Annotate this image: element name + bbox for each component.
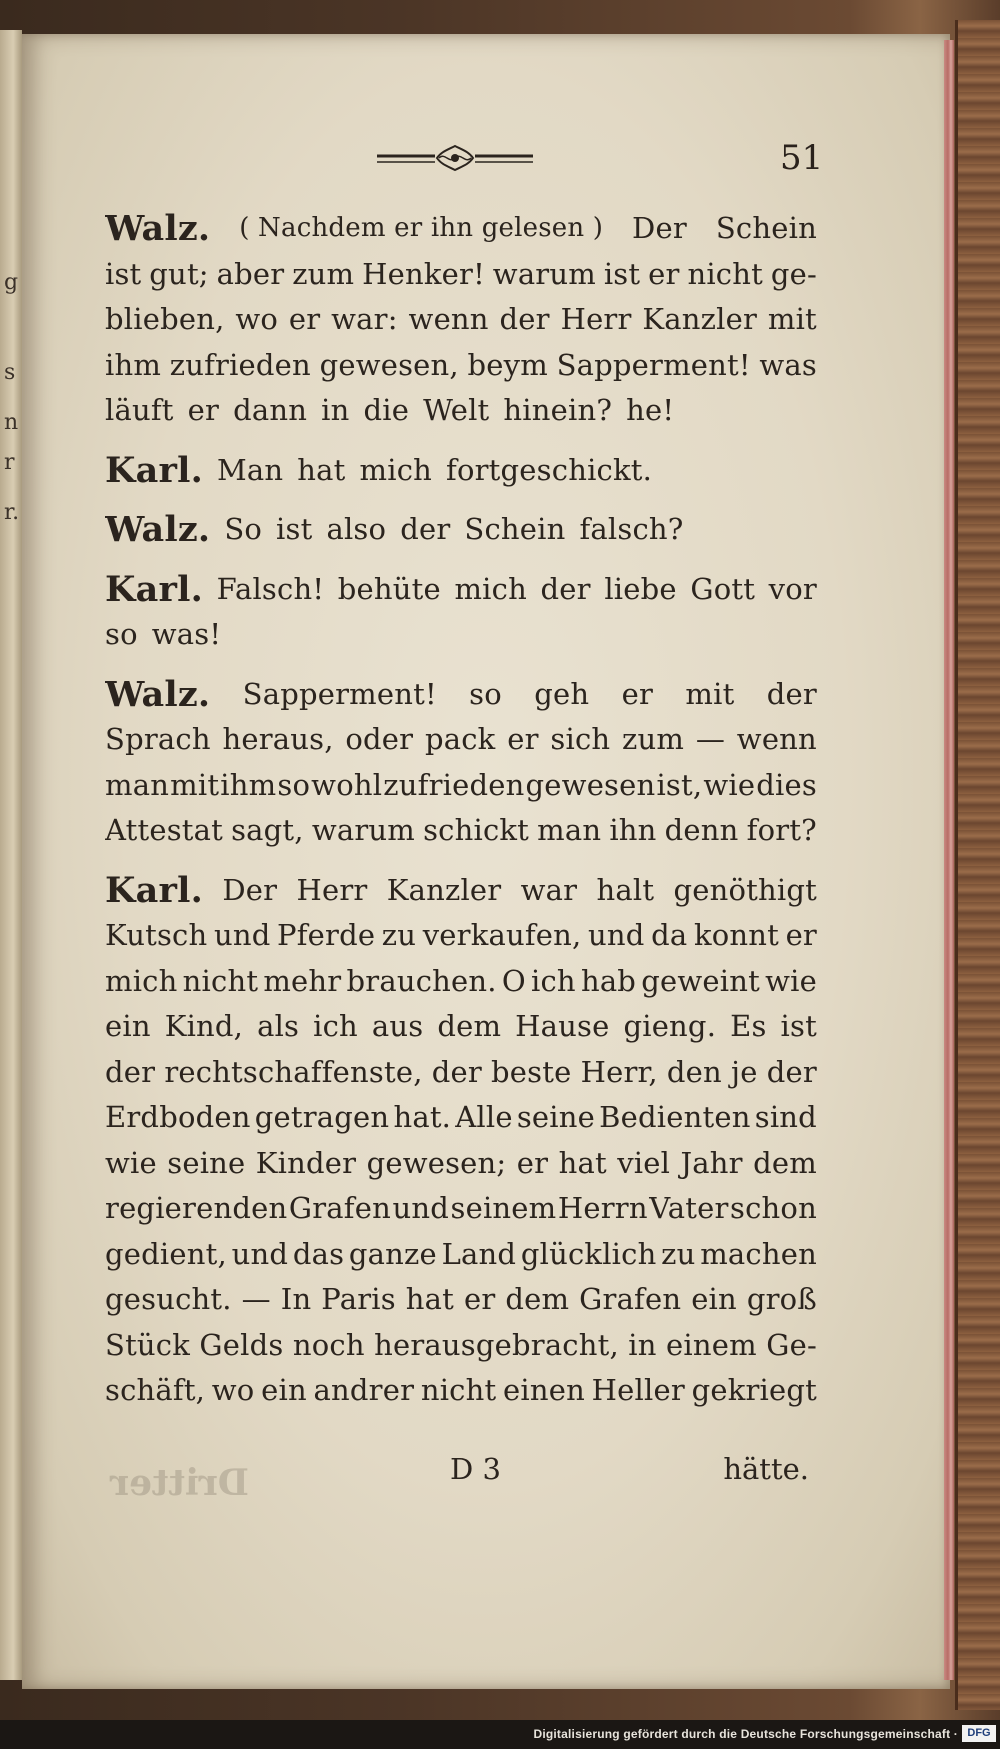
word: Attestat (105, 813, 223, 847)
word: je (731, 1054, 758, 1089)
word: Es (730, 1009, 767, 1043)
word: vor (768, 571, 817, 606)
word: Sprach (105, 722, 211, 756)
text-line (105, 808, 817, 854)
word: wie (765, 963, 817, 998)
text-line (105, 959, 817, 1005)
word: machen (700, 1236, 817, 1271)
paragraph-gap (105, 854, 817, 868)
word: und (231, 1236, 289, 1271)
word: gewesen; (366, 1145, 507, 1180)
word: andrer (313, 1373, 415, 1407)
word: er (463, 1282, 496, 1316)
word: seine (167, 1145, 246, 1180)
text-line (105, 1368, 817, 1414)
word: zu (381, 918, 417, 952)
digitization-credit: Digitalisierung gefördert durch die Deutsche Forschungsgemeinschaft · (533, 1727, 958, 1741)
word: den (666, 1054, 722, 1089)
word: dem (437, 1009, 502, 1043)
word: brauchen. (346, 963, 497, 998)
speaker-name: Karl. (105, 568, 204, 610)
word: zum (622, 722, 685, 756)
word: regierenden (105, 1191, 288, 1225)
word: was! (151, 617, 222, 651)
word: war (520, 872, 578, 907)
word: So (224, 512, 263, 546)
text-line (105, 1004, 817, 1050)
word: ist (780, 1009, 817, 1043)
word: gesucht. (105, 1282, 232, 1316)
word: mich (454, 571, 527, 606)
word: ich (313, 1009, 358, 1043)
word: in (321, 393, 350, 427)
word: Grafen (579, 1282, 682, 1316)
dfg-logo-icon: DFG (962, 1725, 996, 1742)
word: behüte (337, 571, 441, 606)
text-line (105, 612, 817, 658)
stage-direction: ( Nachdem er ihn gelesen ) (239, 213, 604, 243)
word: gut; (149, 256, 209, 291)
word: und (213, 918, 271, 952)
word: warum (492, 256, 596, 291)
word: hat (405, 1282, 455, 1316)
word: beym (467, 347, 548, 382)
speaker-name: Walz. (105, 509, 211, 550)
word: rechtschaffenste, (164, 1054, 423, 1089)
word: Erdboden (105, 1100, 251, 1134)
word: warum (311, 813, 415, 847)
paragraph-gap (105, 553, 817, 567)
word: verkaufen, (422, 918, 582, 952)
speaker-name: Walz. (105, 208, 211, 249)
text-line (105, 868, 817, 914)
word: ihn (609, 813, 657, 847)
word: aber (216, 256, 285, 291)
word: man (537, 813, 602, 847)
word: und (392, 1191, 449, 1225)
word: nicht (420, 1373, 497, 1407)
word: Man (217, 452, 284, 487)
word: wo (211, 1373, 255, 1407)
word: Herrn (557, 1191, 648, 1225)
word: Kutsch (105, 918, 208, 952)
word: Falsch! (216, 571, 325, 606)
word: oder (345, 722, 414, 756)
word: groß (746, 1282, 817, 1316)
word: geh (534, 676, 590, 711)
word: der (431, 1054, 482, 1089)
word: ich (530, 963, 576, 998)
word: halt (596, 872, 655, 907)
paragraph-gap (105, 434, 817, 448)
word: seine (516, 1100, 596, 1134)
word: Stück (105, 1327, 191, 1362)
text-line (105, 297, 817, 343)
word: hab (580, 963, 637, 998)
word: Gelds (199, 1327, 284, 1362)
previous-page-edge (0, 30, 22, 1680)
word: konnt (693, 918, 779, 952)
word: Welt (423, 393, 490, 427)
word: das (292, 1236, 345, 1271)
word: Heller (591, 1373, 685, 1407)
previous-page-mark: n (4, 410, 19, 435)
text-line (105, 1323, 817, 1369)
word: man (105, 767, 170, 802)
text-line (105, 567, 817, 613)
text-line (105, 252, 817, 298)
text-line (105, 763, 817, 809)
page-footer (105, 1452, 817, 1492)
word: nicht (182, 963, 259, 998)
word: falsch? (579, 512, 684, 546)
word: wenn (736, 722, 817, 756)
text-line (105, 1186, 817, 1232)
word: Sapperment! (242, 676, 437, 711)
word: he! (626, 393, 675, 427)
word: fortgeschickt. (446, 452, 653, 487)
word: Grafen (288, 1191, 391, 1225)
word: mit (685, 676, 735, 711)
word: Pferde (277, 918, 376, 952)
catchword: hätte. (723, 1452, 809, 1486)
word: zufrieden (383, 767, 525, 802)
word: ein (261, 1373, 307, 1407)
word: Kinder (255, 1145, 357, 1180)
word: er (187, 393, 220, 427)
word: der (499, 302, 550, 336)
word: herausgebracht, (374, 1327, 619, 1362)
word: zufrieden (169, 347, 311, 382)
word: Bedienten (599, 1100, 751, 1134)
word: da (651, 918, 688, 952)
word: genöthigt (673, 872, 817, 907)
word: Herr (560, 302, 632, 336)
word: wo (235, 302, 279, 336)
word: gedient, (105, 1236, 227, 1271)
word: der (105, 1054, 156, 1089)
word: gekriegt (691, 1373, 817, 1407)
word: Paris (321, 1282, 396, 1316)
word: so (277, 767, 311, 802)
word: Gott (690, 571, 756, 606)
word: einem (666, 1327, 757, 1362)
word: die (363, 393, 410, 427)
word: als (257, 1009, 300, 1043)
previous-page-mark: r (4, 450, 15, 475)
signature-mark: D 3 (450, 1452, 501, 1486)
word: viel (617, 1145, 671, 1180)
paragraph-gap (105, 658, 817, 672)
word: er (785, 918, 817, 952)
word: in (628, 1327, 657, 1362)
word: ist (105, 256, 142, 291)
word: glücklich (520, 1236, 657, 1271)
word: mit (767, 302, 817, 336)
page-number: 51 (780, 138, 824, 178)
bleed-through-text: Dritter (110, 1462, 249, 1504)
word: was (759, 347, 817, 382)
word: Land (441, 1236, 517, 1271)
text-line (105, 1050, 817, 1096)
word: pack (424, 722, 496, 756)
word: wie (703, 767, 756, 802)
previous-page-marks (2, 30, 22, 1680)
word: ist (603, 256, 641, 291)
word: er (621, 676, 654, 711)
word: geweint (641, 963, 760, 998)
word: mit (170, 767, 220, 802)
word: — (695, 722, 726, 756)
word: ganze (348, 1236, 437, 1271)
word: und (588, 918, 645, 952)
text-line (105, 206, 817, 252)
word: Der (632, 211, 687, 245)
word: er (288, 302, 321, 336)
word: Jahr (680, 1145, 743, 1180)
word: Der (222, 872, 278, 907)
text-line (105, 1141, 817, 1187)
text-line (105, 1095, 817, 1141)
word: Alle (455, 1100, 513, 1134)
word: schickt (423, 813, 530, 847)
word: Sapperment! (556, 347, 751, 382)
text-line (105, 717, 817, 763)
word: sind (754, 1100, 817, 1134)
book-spine-edge (955, 20, 1000, 1710)
word: der (766, 676, 817, 711)
word: läuft (105, 393, 174, 427)
word: zum (292, 256, 355, 291)
speaker-name: Karl. (105, 449, 204, 491)
word: Hause (515, 1009, 610, 1043)
word: beste (491, 1054, 572, 1089)
page-red-edge (944, 40, 954, 1680)
word: sagt, (231, 813, 304, 847)
text-line (105, 507, 817, 553)
text-line (105, 343, 817, 389)
word: ist, (656, 767, 703, 802)
word: der (766, 1054, 817, 1089)
word: der (540, 571, 591, 606)
previous-page-mark: s (4, 360, 16, 385)
word: heraus, (222, 722, 334, 756)
word: schäft, (105, 1373, 206, 1407)
text-line (105, 1232, 817, 1278)
word: noch (292, 1327, 365, 1362)
word: mehr (263, 963, 342, 998)
word: also (326, 512, 387, 546)
word: dem (505, 1282, 570, 1316)
text-line (105, 388, 817, 434)
word: ihm (220, 767, 277, 802)
word: dann (233, 393, 308, 427)
word: liebe (604, 571, 677, 606)
word: Schein (464, 512, 566, 546)
word: der (400, 512, 451, 546)
word: — (241, 1282, 271, 1316)
text-line (105, 672, 817, 718)
word: fort? (746, 813, 817, 847)
word: so (105, 617, 138, 651)
word: Kanzler (386, 872, 502, 907)
word: seinem (450, 1191, 557, 1225)
word: wie (105, 1145, 157, 1180)
word: er (648, 256, 680, 291)
word: sich (550, 722, 611, 756)
previous-page-mark: g (4, 270, 19, 295)
speaker-name: Walz. (105, 673, 211, 715)
ornament-icon (375, 142, 535, 174)
word: gewesen, (319, 347, 459, 382)
word: O (501, 963, 526, 998)
word: nicht (687, 256, 763, 291)
word: ihm (105, 347, 162, 382)
word: Herr (296, 872, 368, 907)
paragraph-gap (105, 493, 817, 507)
word: war: (331, 302, 398, 336)
text-line (105, 448, 817, 494)
word: hat (297, 452, 346, 487)
word: blieben, (105, 302, 225, 336)
word: hinein? (503, 393, 613, 427)
word: hat (558, 1145, 607, 1180)
word: Ge- (766, 1327, 817, 1362)
word: er (516, 1145, 549, 1180)
word: In (280, 1282, 312, 1316)
word: Vater (649, 1191, 729, 1225)
word: mich (105, 963, 178, 998)
word: Schein (715, 211, 817, 245)
word: Henker! (362, 256, 485, 291)
word: ist (276, 512, 313, 546)
word: gewesen (525, 767, 656, 802)
text-line (105, 1277, 817, 1323)
previous-page-mark: r. (4, 500, 20, 525)
word: dies (756, 767, 817, 802)
word: getragen (254, 1100, 390, 1134)
word: Herr, (580, 1054, 658, 1089)
page-text (105, 206, 817, 1414)
word: gieng. (623, 1009, 717, 1043)
word: denn (664, 813, 739, 847)
word: mich (359, 452, 433, 487)
word: Kanzler (642, 302, 758, 336)
word: Kind, (164, 1009, 244, 1043)
word: zu (661, 1236, 696, 1271)
speaker-name: Karl. (105, 869, 204, 911)
word: dem (753, 1145, 817, 1180)
word: ein (105, 1009, 151, 1043)
word: so (469, 676, 502, 711)
word: wohl (311, 767, 383, 802)
text-line (105, 913, 817, 959)
word: aus (371, 1009, 424, 1043)
word: er (507, 722, 539, 756)
word: ge- (770, 256, 817, 291)
word: schon (730, 1191, 817, 1225)
word: einen (503, 1373, 585, 1407)
word: ein (691, 1282, 737, 1316)
word: wenn (408, 302, 489, 336)
word: hat. (393, 1100, 452, 1134)
